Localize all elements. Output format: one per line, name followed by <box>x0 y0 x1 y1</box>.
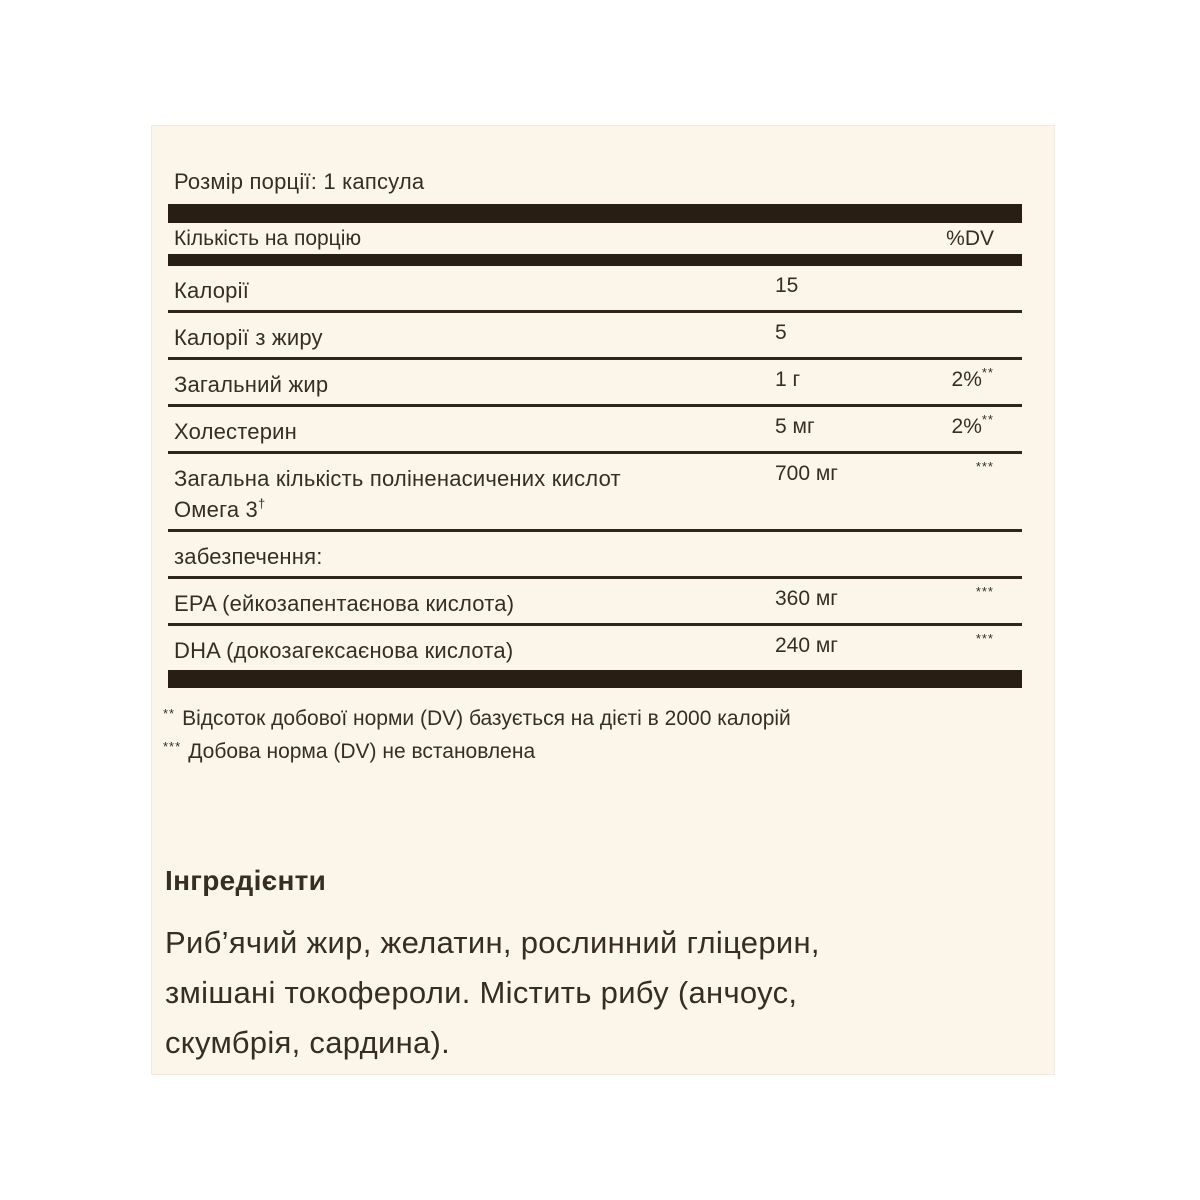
row-dv: *** <box>975 459 994 474</box>
row-label-line2: Омега 3† <box>174 496 267 522</box>
supplement-facts-panel <box>151 125 1055 1075</box>
footnote-line: ** Відсоток добової норми (DV) базується на дієті в 2000 калорій <box>163 706 791 730</box>
ingredients-title: Інгредієнти <box>165 865 327 896</box>
table-row <box>168 579 1022 626</box>
table-row <box>168 532 1022 579</box>
row-amount: 15 <box>775 274 799 297</box>
table-row <box>168 313 1022 360</box>
row-dv <box>847 317 1022 348</box>
facts-header-amount-label: Кількість на порцію <box>174 227 362 250</box>
facts-header-row <box>168 223 1022 254</box>
row-dv: 2%** <box>951 365 994 391</box>
row-amount: 5 мг <box>775 415 815 438</box>
row-dv: 2%** <box>951 412 994 438</box>
row-label: Калорії <box>174 278 250 303</box>
row-amount: 5 <box>775 321 787 344</box>
row-amount: 1 г <box>775 368 801 391</box>
row-amount: 700 мг <box>775 462 838 485</box>
table-row <box>168 360 1022 407</box>
table-row <box>168 266 1022 313</box>
facts-rows <box>168 266 1022 670</box>
row-label: Холестерин <box>174 419 297 444</box>
row-label: Загальна кількість поліненасичених кислот Омега 3† <box>168 463 775 525</box>
ingredients-line: Риб’ячий жир, желатин, рослинний гліцерин, <box>165 925 820 960</box>
ingredients-line: змішані токофероли. Містить рибу (анчоус, <box>165 975 798 1010</box>
row-dv: *** <box>975 631 994 646</box>
ingredients-text <box>165 918 1022 1068</box>
row-label: забезпечення: <box>174 544 323 569</box>
divider-bar-header <box>168 254 1022 266</box>
row-dv <box>847 536 1022 567</box>
row-label: Калорії з жиру <box>174 325 323 350</box>
row-amount: 360 мг <box>775 587 838 610</box>
table-row <box>168 407 1022 454</box>
footnote-line: *** Добова норма (DV) не встановлена <box>163 739 536 763</box>
ingredients-line: скумбрія, сардина). <box>165 1025 451 1060</box>
row-dv: *** <box>975 584 994 599</box>
divider-bar-top <box>168 204 1022 223</box>
table-row <box>168 454 1022 532</box>
serving-size-text: Розмір порції: 1 капсула <box>174 169 425 194</box>
divider-bar-bottom <box>168 670 1022 688</box>
panel-content <box>163 168 1022 1068</box>
row-amount: 240 мг <box>775 634 838 657</box>
row-label: Загальний жир <box>174 372 329 397</box>
row-amount <box>775 536 847 567</box>
facts-header-dv-label: %DV <box>946 227 994 250</box>
row-dv <box>847 270 1022 301</box>
row-label: EPA (ейкозапентаєнова кислота) <box>174 591 515 616</box>
row-label: DHA (докозагексаєнова кислота) <box>174 638 514 663</box>
footnotes <box>163 702 1022 768</box>
table-row <box>168 626 1022 670</box>
